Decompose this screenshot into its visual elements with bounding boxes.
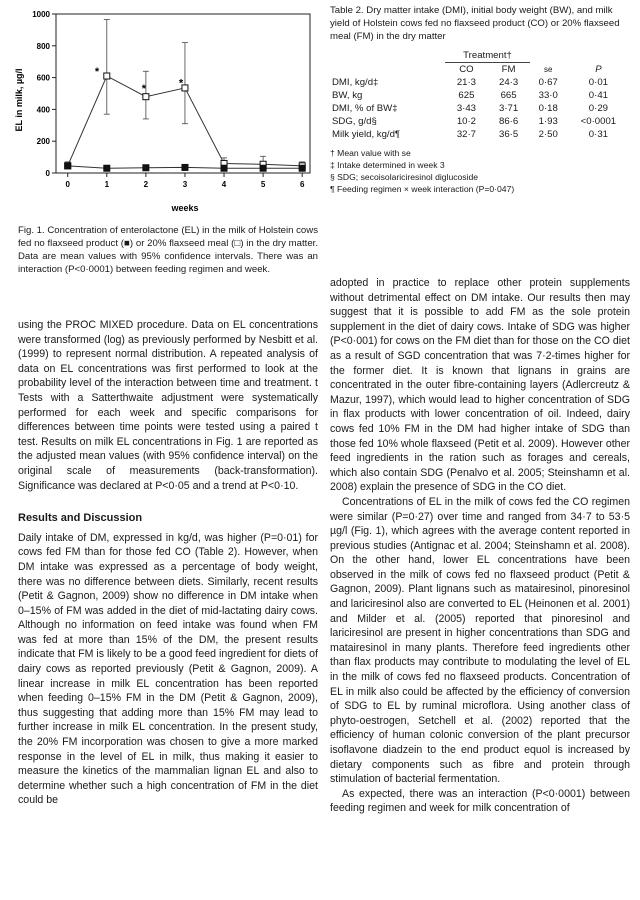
paragraph: adopted in practice to replace other protein supplements without detrimental effect on DM intake. Our results then may suggest that it is possible to add FM as the sole protein supplement in the diet of dairy cows. Intake of SDG was higher (P<0·001) for cows on the FM diet than for those on the CO diet as a result of SGD concentration that was 7·2-times higher for the former diet. It is known that lignans in grains are concentrated in the outer fibre-containing layers (Adlercreutz & Mazur, 1997), which would lead to higher concentration of SDG in flax products with lower concentration of oil. Indeed, dairy cows fed 10% FM in the DM had higher intake of SDG than those fed 10% whole flaxseed (Petit et al. 2009). However other feed ingredients in the ration such as forages and cereals, which also contain SDG (Penalvo et al. 2005; Steinshamn et al. 2008) explain the presence of SDG in the CO diet. — [330, 277, 630, 494]
table-cell: 24·3 — [498, 77, 519, 88]
paragraph: Concentrations of EL in the milk of cows fed the CO regimen were similar (P=0·27) over time and ranged from 34·7 to 53·5 µg/l (Fig. 1), which agrees with the average content reported in previous studies (Antignac et al. 2004; Steinshamn et al. 2008). On the other hand, lower EL concentrations have been observed in the milk of cows fed no flaxseed product (Petit & Gagnon, 2009). Plant lignans such as matairesinol, pinoresinol and lariciresinol also are converted to EL (Heinonen et al. 2001) and Milder et al. (2005) reported that pinoresinol and lariciresinol are present in higher concentrations than SDG and matairesinol in many plants. Therefore feed ingredients other than flax products may contribute to modulating the level of EL in the milk of cows fed no flaxseed products. Concentration of EL in milk also could be affected by the efficiency of conversion of SDG to EL by ruminal microflora. Using another class of phyto-oestrogen, Setchell et al. (2002) reported that the efficiency of human colonic conversion of the plant precursor isoflavone diadzein to the end product equol is increased by dietary components such as fibre and protein through stimulation of bacterial fermentation. — [330, 495, 630, 786]
data-point-open — [104, 73, 110, 79]
table-cell: 625 — [458, 90, 475, 101]
paragraph: using the PROC MIXED procedure. Data on EL concentrations were transformed (log) as previously performed by Nesbitt et al. (1999) to represent normal distribution. A repeated analysis of data on EL concentrations was first performed to look at the probability level of the interaction between time and treatment. t Tests with a Satterthwaite adjustment were systematically performed for each week and specific comparisons for differences between time points were tested using a paired t test. Results on milk EL concentrations in Fig. 1 are reported as the adjusted mean values (with 95% confidence interval) on the original scale of measurements (back-transformation). Significance was declared at P<0·05 and a trend at P<0·10. — [18, 319, 318, 492]
table-cell: 0·18 — [538, 103, 558, 114]
x-tick-label: 0 — [65, 180, 70, 189]
data-point-filled — [143, 165, 149, 171]
table-cell: <0·0001 — [580, 116, 617, 127]
table-cell: 36·5 — [498, 129, 519, 140]
treatment-header: Treatment† — [463, 50, 512, 61]
y-tick-label: 1000 — [32, 10, 50, 19]
table-body — [330, 76, 630, 141]
y-tick-label: 800 — [36, 41, 50, 51]
table-cell: 2·50 — [538, 129, 558, 140]
chart-series — [65, 20, 305, 172]
footnote: § SDG; secoisolariciresinol diglucoside — [330, 172, 479, 182]
data-point-filled — [299, 165, 305, 171]
chart-axes — [32, 10, 310, 189]
table-row — [330, 76, 630, 89]
table-cell: 10·2 — [456, 116, 477, 127]
row-label: DMI, % of BW‡ — [332, 103, 398, 114]
footnote: ¶ Feeding regimen × week interaction (P=0·047) — [330, 184, 515, 194]
figure-caption: Fig. 1. Concentration of enterolactone (EL) in the milk of Holstein cows fed no flaxseed product (■) or 20% flaxseed meal (□) in the dry matter. Data are mean values with 95% confidence intervals. There was an interaction (P<0·0001) between feeding regimen and week. — [18, 225, 318, 275]
left-text-column — [18, 318, 318, 808]
y-tick-label: 400 — [36, 105, 50, 115]
significance-asterisk: * — [94, 66, 100, 79]
table-footnotes — [330, 147, 630, 195]
table-title: Table 2. Dry matter intake (DMI), initial body weight (BW), and milk yield of Holstein cows fed no flaxseed product (CO) or 20% flaxseed meal (FM) in the dry matter — [330, 5, 620, 42]
section-heading: Results and Discussion — [18, 512, 143, 525]
x-tick-label: 2 — [143, 180, 149, 189]
plot-frame — [56, 14, 310, 173]
column-header: CO — [445, 63, 487, 77]
column-header: FM — [488, 63, 530, 77]
significance-asterisk: * — [178, 77, 184, 90]
table-2 — [330, 4, 630, 195]
data-point-filled — [260, 165, 266, 171]
data-table — [330, 49, 630, 141]
y-tick-label: 600 — [36, 73, 50, 83]
figure-1-chart — [8, 0, 318, 220]
paragraph: As expected, there was an interaction (P<0·0001) between feeding regimen and week for milk concentration of — [330, 787, 630, 815]
x-tick-label: 5 — [260, 180, 266, 189]
table-cell: 0·41 — [588, 90, 608, 101]
table-cell: 1·93 — [538, 116, 558, 127]
x-tick-label: 6 — [299, 180, 305, 189]
x-axis-label: weeks — [171, 203, 199, 213]
x-tick-label: 3 — [182, 180, 188, 189]
y-tick-label: 0 — [45, 169, 50, 178]
table-cell: 21·3 — [456, 77, 477, 88]
row-label: SDG, g/d§ — [332, 116, 377, 127]
table-row — [330, 115, 630, 128]
x-tick-label: 1 — [104, 180, 110, 189]
table-cell: 3·43 — [456, 103, 477, 114]
paragraph: Daily intake of DM, expressed in kg/d, was higher (P=0·01) for cows fed FM than for those fed CO (Table 2). However, when DM intake was expressed as a percentage of body weight, there was no difference between diets. Similarly, recent results (Petit & Gagnon, 2009) show no difference in DM intake when 0–15% of FM was added in the diet of mid-lactating dairy cows. Although no information on feed intake was found when FM was fed at more than 15% of the DM, the present results indicate that FM is likely to be a good feed ingredient for diets of dairy cows as reported previously (Petit & Gagnon, 2009). A linear increase in milk EL concentration has been reported when feeding 0–15% FM in the DM (Petit & Gagnon, 2009), thus suggesting that adding more than 15% FM may lead to further increase in milk EL concentration. In the present study, the 20% FM incorporation was chosen to give a more marked response in the level of EL in milk, thus making it easier to measure the kinetics of the mammalian lignan EL and also to determine whether such a high concentration of FM in the diet could be — [18, 531, 318, 807]
table-cell: 665 — [500, 90, 517, 101]
row-label: Milk yield, kg/d¶ — [332, 129, 401, 140]
significance-asterisk: * — [141, 82, 147, 95]
y-tick-label: 200 — [36, 137, 50, 147]
data-point-filled — [104, 165, 110, 171]
right-text-column — [330, 276, 630, 816]
table-cell: 0·67 — [538, 77, 558, 88]
table-row — [330, 102, 630, 115]
data-point-filled — [221, 165, 227, 171]
table-cell: 0·29 — [588, 103, 608, 114]
table-row — [330, 89, 630, 102]
table-cell: 33·0 — [538, 90, 558, 101]
table-cell: 3·71 — [498, 103, 519, 114]
row-label: BW, kg — [332, 90, 363, 101]
table-row — [330, 128, 630, 141]
row-label: DMI, kg/d‡ — [332, 77, 379, 88]
column-header: P — [595, 63, 602, 75]
table-cell: 32·7 — [456, 129, 477, 140]
column-header: se — [544, 64, 553, 74]
table-cell: 0·01 — [588, 77, 608, 88]
y-axis-label: EL in milk, µg/l — [14, 68, 24, 132]
table-cell: 86·6 — [498, 116, 519, 127]
footnote: ‡ Intake determined in week 3 — [330, 160, 445, 170]
table-cell: 0·31 — [588, 129, 608, 140]
data-point-filled — [182, 164, 188, 170]
data-point-filled — [65, 163, 71, 169]
x-tick-label: 4 — [221, 180, 227, 189]
footnote: † Mean value with se — [330, 148, 411, 158]
